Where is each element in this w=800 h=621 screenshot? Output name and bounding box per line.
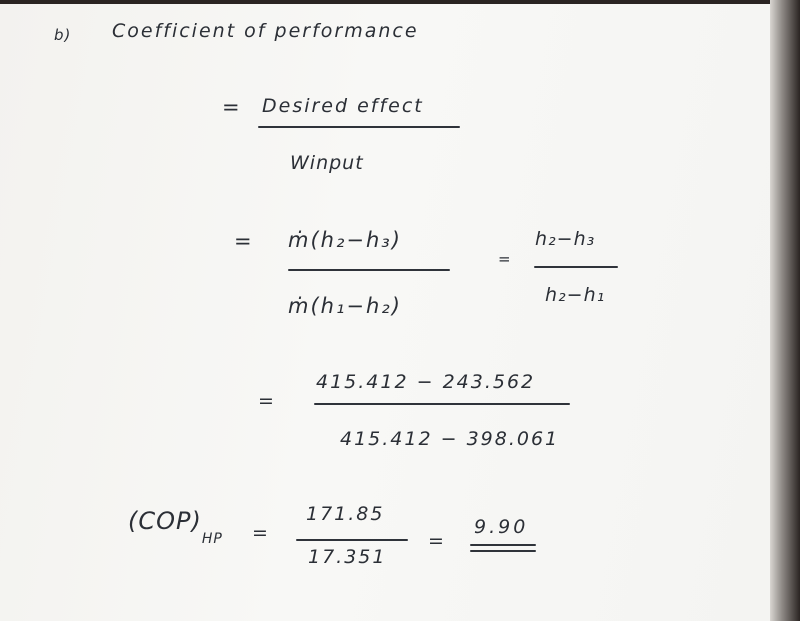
- step2-numerator: ṁ(h₂−h₃): [288, 228, 402, 252]
- result-equals-2: =: [428, 530, 445, 552]
- cop-label-subscript: HP: [201, 531, 223, 547]
- result-value: 9.90: [474, 516, 529, 538]
- part-label: b): [54, 26, 72, 44]
- result-underline-2: [470, 550, 536, 552]
- step2-alt-denominator: h₂−h₁: [545, 284, 606, 306]
- step1-numerator: Desired effect: [262, 95, 424, 117]
- step2-equals-2: =: [498, 250, 512, 268]
- step2-fraction-bar: [288, 269, 450, 271]
- step2-equals: =: [234, 229, 253, 253]
- step3-equals: =: [258, 390, 275, 412]
- cop-label-main: (COP): [128, 507, 202, 535]
- result-equals: =: [252, 522, 269, 544]
- step1-fraction-bar: [258, 126, 460, 128]
- page-edge: [770, 0, 800, 621]
- cop-label: [128, 507, 223, 547]
- step1-denominator: Winput: [290, 152, 364, 174]
- heading: Coefficient of performance: [112, 20, 419, 42]
- result-underline-1: [470, 544, 536, 546]
- step3-fraction-bar: [314, 403, 570, 405]
- result-fraction-bar: [296, 539, 408, 541]
- step2-alt-numerator: h₂−h₃: [535, 228, 596, 250]
- step3-denominator: 415.412 − 398.061: [340, 428, 560, 450]
- result-numerator: 171.85: [306, 503, 385, 525]
- step2-alt-fraction-bar: [534, 266, 618, 268]
- result-denominator: 17.351: [308, 546, 387, 568]
- step1-equals: =: [222, 95, 241, 119]
- step3-numerator: 415.412 − 243.562: [316, 371, 536, 393]
- step2-denominator: ṁ(h₁−h₂): [288, 294, 402, 318]
